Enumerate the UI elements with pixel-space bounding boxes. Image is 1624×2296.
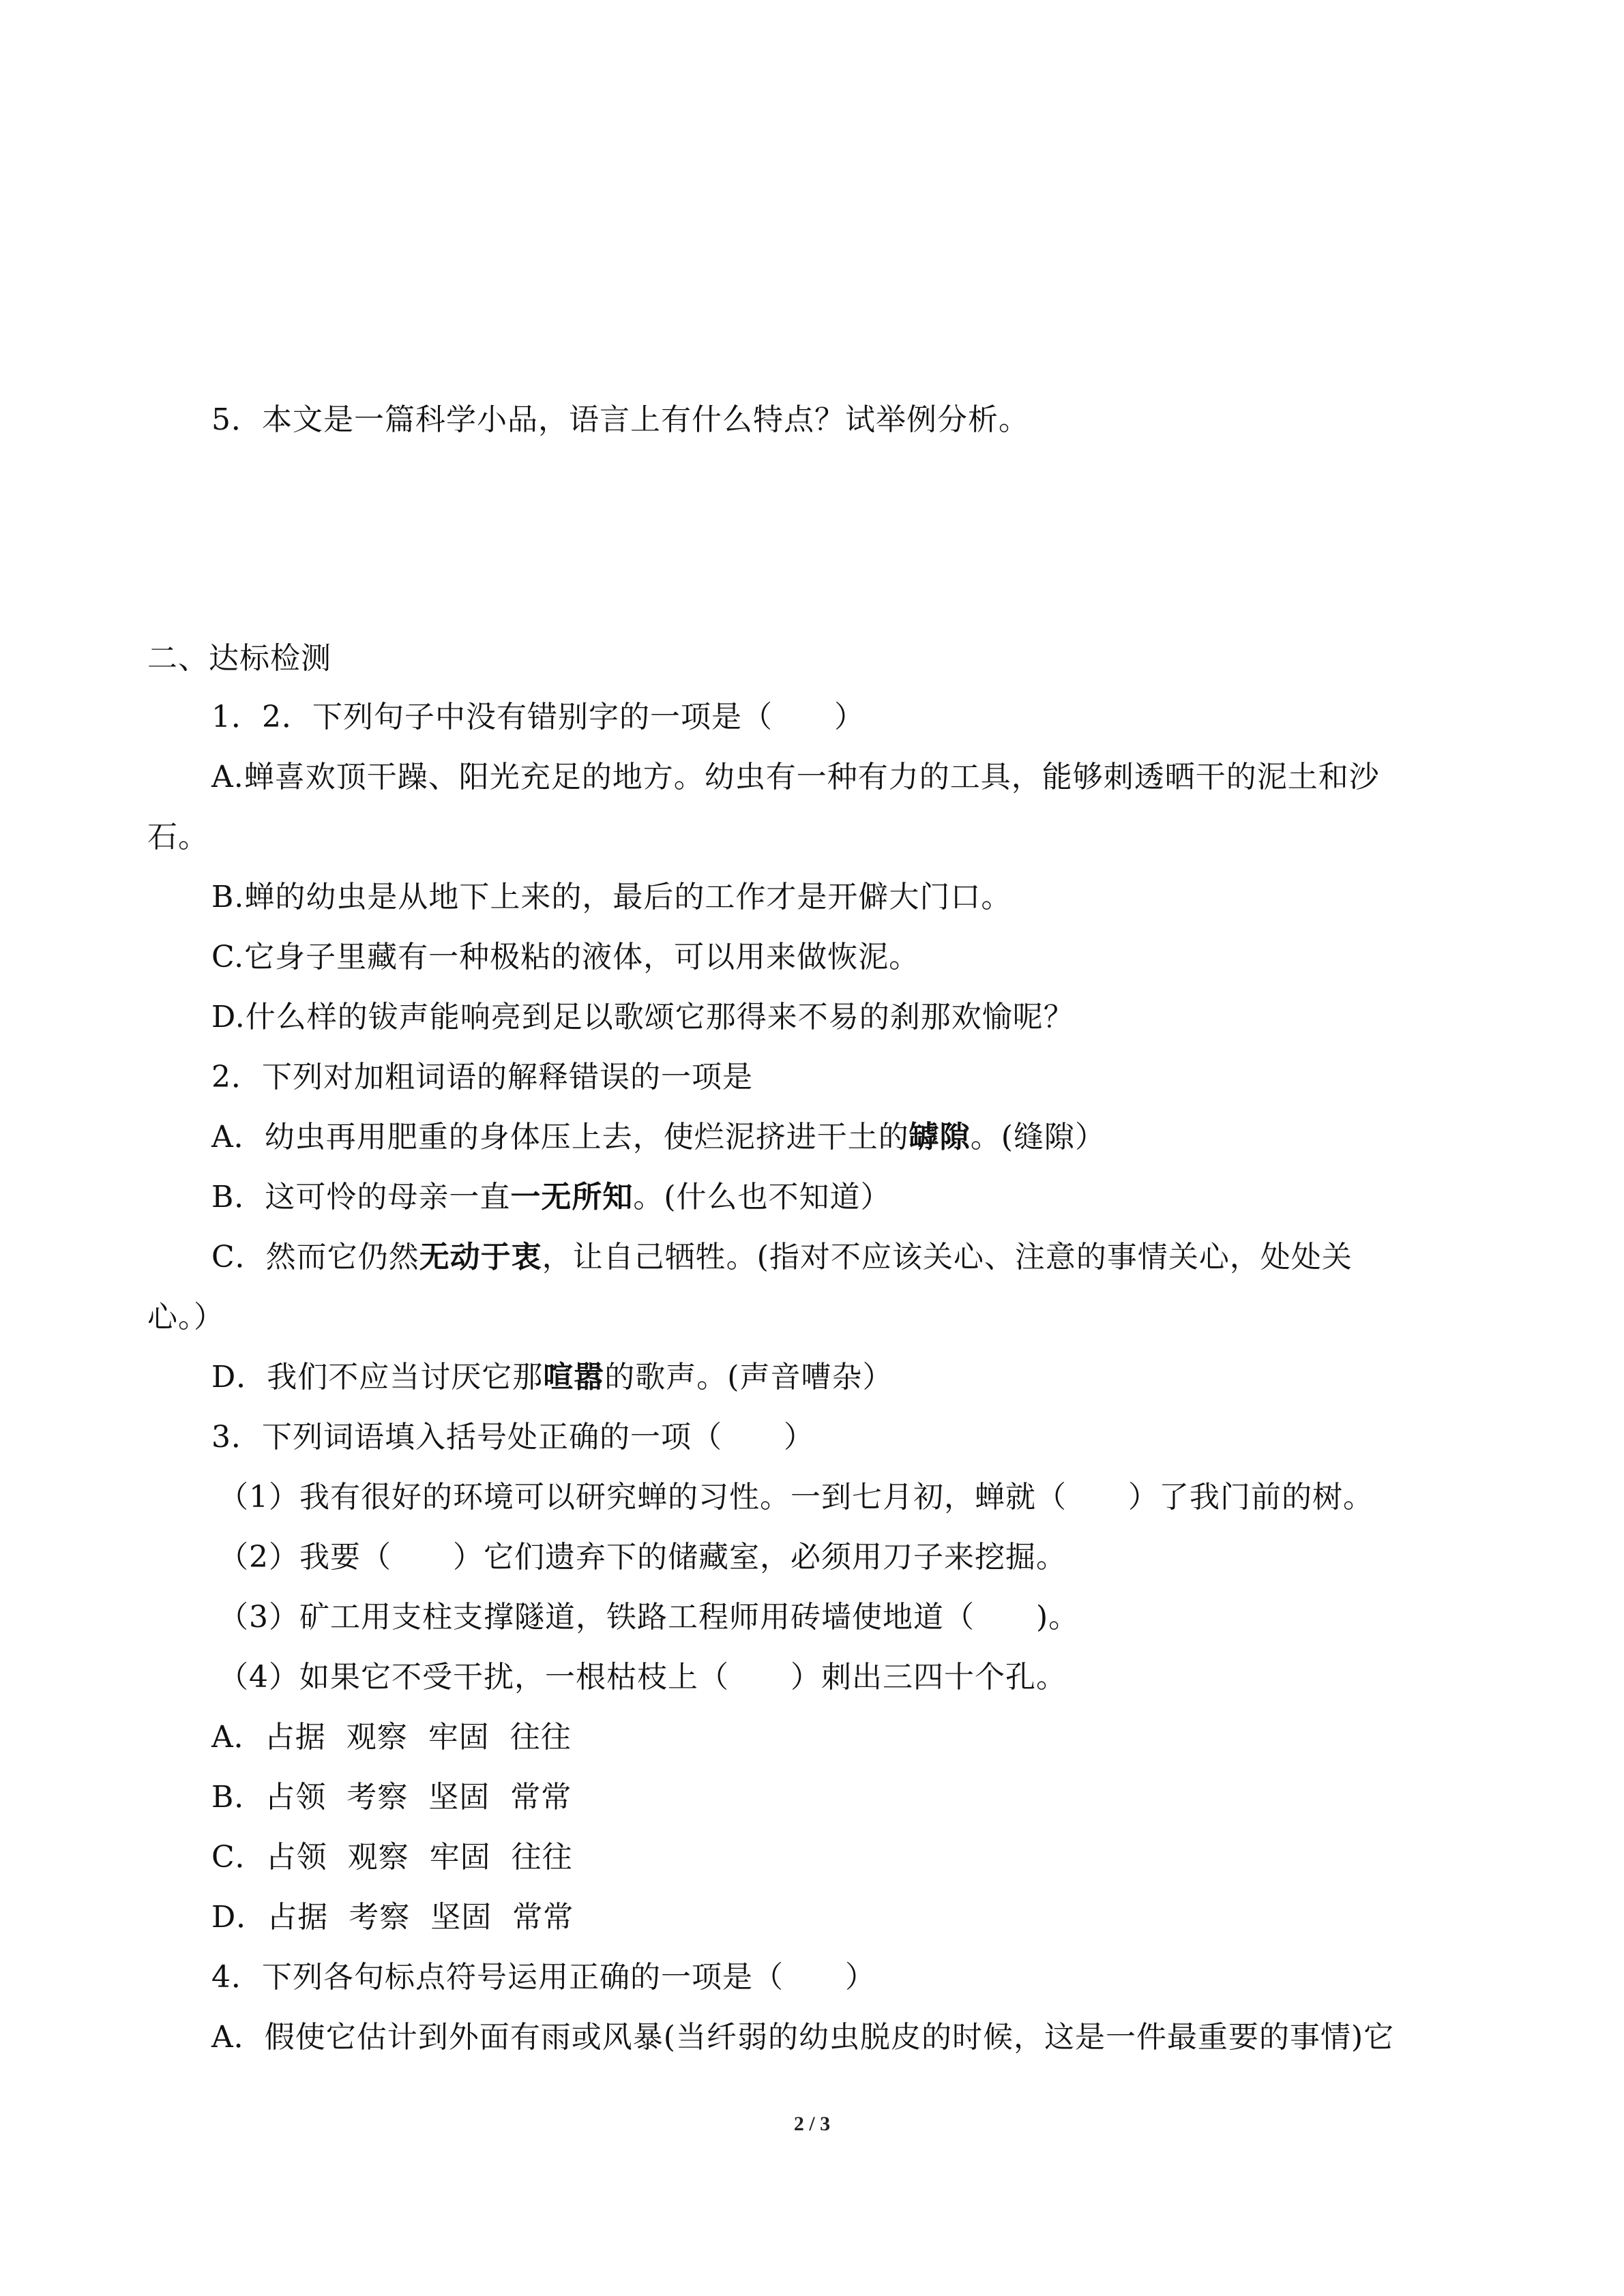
q1-option-a: A.蝉喜欢顶干躁、阳光充足的地方。幼虫有一种有力的工具，能够刺透晒干的泥土和沙 (211, 760, 1380, 794)
q2-option-c-continued: 心。） (147, 1300, 224, 1335)
q3-option-d: D．占据 考察 坚固 常常 (211, 1900, 574, 1935)
q4-stem: 4．下列各句标点符号运用正确的一项是（ ） (211, 1960, 876, 1995)
q3-option-b: B．占领 考察 坚固 常常 (211, 1780, 572, 1815)
q2-option-b: B．这可怜的母亲一直一无所知。(什么也不知道） (211, 1180, 891, 1214)
bold-term: 无动于衷 (419, 1240, 542, 1274)
page-number: 2 / 3 (793, 2113, 831, 2135)
q1-option-c: C.它身子里藏有一种极粘的液体，可以用来做恢泥。 (211, 940, 920, 974)
q2-option-a: A．幼虫再用肥重的身体压上去，使烂泥挤进干土的罅隙。(缝隙） (211, 1120, 1106, 1154)
q1-option-b: B.蝉的幼虫是从地下上来的，最后的工作才是开僻大门口。 (211, 880, 1012, 914)
question-5: 5．本文是一篇科学小品，语言上有什么特点？试举例分析。 (211, 402, 1029, 437)
q2-option-d: D．我们不应当讨厌它那喧嚣的歌声。(声音嘈杂） (211, 1360, 894, 1395)
q2-option-c: C．然而它仍然无动于衷，让自己牺牲。(指对不应该关心、注意的事情关心，处处关 (211, 1240, 1353, 1274)
q3-sentence-1: （1）我有很好的环境可以研究蝉的习性。一到七月初，蝉就（ ）了我门前的树。 (218, 1480, 1374, 1515)
q2-stem: 2．下列对加粗词语的解释错误的一项是 (211, 1060, 753, 1094)
q3-sentence-4: （4）如果它不受干扰，一根枯枝上（ ）刺出三四十个孔。 (218, 1660, 1067, 1695)
q4-option-a: A．假使它估计到外面有雨或风暴(当纤弱的幼虫脱皮的时候，这是一件最重要的事情)它 (211, 2020, 1395, 2055)
q1-stem: 1．2．下列句子中没有错别字的一项是（ ） (211, 700, 865, 734)
q3-option-a: A．占据 观察 牢固 往往 (211, 1720, 572, 1755)
q3-stem: 3．下列词语填入括号处正确的一项（ ） (211, 1420, 814, 1455)
q1-option-d: D.什么样的钹声能响亮到足以歌颂它那得来不易的刹那欢愉呢？ (211, 1000, 1074, 1034)
q3-sentence-2: （2）我要（ ）它们遗弃下的储藏室，必须用刀子来挖掘。 (218, 1540, 1067, 1575)
q3-sentence-3: （3）矿工用支柱支撑隧道，铁路工程师用砖墙使地道（ )。 (218, 1600, 1080, 1635)
q1-option-a-continued: 石。 (147, 820, 209, 854)
section-heading: 二、达标检测 (147, 641, 331, 676)
bold-term: 一无所知 (510, 1180, 634, 1214)
bold-term: 喧嚣 (543, 1360, 605, 1395)
bold-term: 罅隙 (909, 1120, 971, 1154)
q3-option-c: C．占领 观察 牢固 往往 (211, 1840, 573, 1875)
